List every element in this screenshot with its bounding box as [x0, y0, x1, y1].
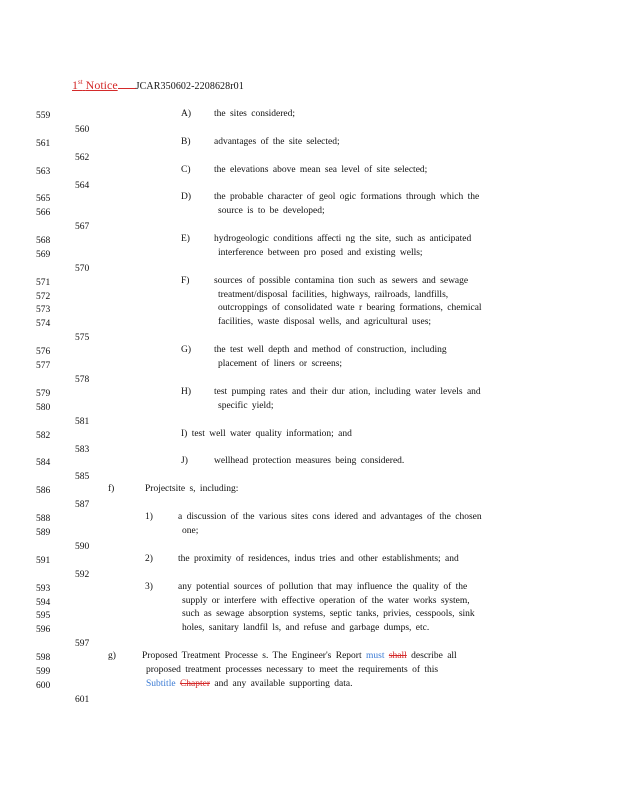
line-number: 595 [36, 611, 51, 621]
item-a-text: the sites considered; [214, 109, 296, 119]
line-number: 587 [75, 500, 90, 510]
document-code: JCAR350602-2208628r01 [135, 81, 244, 92]
line-number: 572 [36, 292, 51, 302]
section-g-line3 [146, 678, 352, 692]
section-g-line1 [142, 650, 457, 664]
item-h-line1: test pumping rates and their dur ation, including water levels and [214, 387, 481, 397]
deleted-text-chapter: Chapter [179, 679, 211, 689]
item-e-label: E) [181, 234, 190, 244]
line-number: 592 [75, 570, 90, 580]
section-f-sub1-line1: a discussion of the various sites cons idered and advantages of the chosen [178, 512, 482, 522]
line-number: 563 [36, 167, 51, 177]
line-number: 600 [36, 681, 51, 691]
inserted-text-subtitle: Subtitle [146, 679, 176, 689]
section-f-sub3-label: 3) [145, 582, 153, 592]
line-number: 579 [36, 389, 51, 399]
line-number: 585 [75, 472, 90, 482]
line-number: 582 [36, 431, 51, 441]
item-g-line1: the test well depth and method of construction, including [214, 345, 447, 355]
line-number: 591 [36, 556, 51, 566]
line-number: 570 [75, 264, 90, 274]
section-g-line3-end: and any available supporting data. [214, 679, 353, 689]
section-g-line1-text: Proposed Treatment Processe s. The Engineer's Report [142, 651, 362, 661]
section-f-sub1-label: 1) [145, 512, 153, 522]
line-number: 578 [75, 375, 90, 385]
line-number: 593 [36, 584, 51, 594]
item-f-line4: facilities, waste disposal wells, and agricultural uses; [218, 317, 432, 327]
line-number: 568 [36, 236, 51, 246]
line-number: 586 [36, 486, 51, 496]
line-number: 596 [36, 625, 51, 635]
line-number: 576 [36, 347, 51, 357]
line-number: 584 [36, 458, 51, 468]
section-f-sub3-line2: supply or interfere with effective operation of the water works system, [182, 596, 470, 606]
line-number: 569 [36, 250, 51, 260]
item-f-label: F) [181, 276, 190, 286]
line-number: 601 [75, 695, 90, 705]
item-b-text: advantages of the site selected; [214, 137, 340, 147]
line-number: 574 [36, 319, 51, 329]
item-h-line2: specific yield; [218, 401, 274, 411]
item-g-label: G) [181, 345, 192, 355]
line-number: 566 [36, 208, 51, 218]
item-a-label: A) [181, 109, 192, 119]
deleted-text-shall: shall [388, 651, 407, 661]
line-number: 577 [36, 361, 51, 371]
line-number: 560 [75, 125, 90, 135]
item-d-label: D) [181, 192, 192, 202]
line-number: 571 [36, 278, 51, 288]
line-number: 561 [36, 139, 51, 149]
line-number: 598 [36, 653, 51, 663]
line-number: 589 [36, 528, 51, 538]
item-g-line2: placement of liners or screens; [218, 359, 343, 369]
item-f-line1: sources of possible contamina tion such as sewers and sewage [214, 276, 469, 286]
item-j-label: J) [181, 456, 188, 466]
item-f-line3: outcroppings of consolidated wate r bearing formations, chemical [218, 303, 482, 313]
section-f-label: f) [108, 484, 115, 494]
section-f-sub3-line1: any potential sources of pollution that may influence the quality of the [178, 582, 468, 592]
section-f-sub1-line2: one; [182, 526, 199, 536]
section-f-title: Projectsite s, including: [145, 484, 239, 494]
line-number: 594 [36, 598, 51, 608]
line-number: 567 [75, 222, 90, 232]
section-g-line1-end: describe all [411, 651, 457, 661]
item-e-line2: interference between pro posed and existing wells; [218, 248, 423, 258]
notice-label: 1st Notice [72, 78, 118, 92]
line-number: 580 [36, 403, 51, 413]
line-number: 590 [75, 542, 90, 552]
item-d-line1: the probable character of geol ogic formations through which the [214, 192, 480, 202]
line-number: 564 [75, 181, 90, 191]
item-d-line2: source is to be developed; [218, 206, 325, 216]
line-number: 597 [75, 639, 90, 649]
item-h-label: H) [181, 387, 192, 397]
line-number: 565 [36, 194, 51, 204]
item-c-label: C) [181, 165, 191, 175]
item-j-text: wellhead protection measures being considered. [214, 456, 405, 466]
section-f-sub3-line4: holes, sanitary landfil ls, and refuse and garbage dumps, etc. [182, 623, 430, 633]
line-number: 575 [75, 333, 90, 343]
document-header [72, 78, 244, 93]
section-g-line2: proposed treatment processes necessary to meet the requirements of this [146, 665, 439, 675]
section-f-sub2-label: 2) [145, 554, 153, 564]
section-f-sub3-line3: such as sewage absorption systems, septic tanks, privies, cesspools, sink [182, 609, 475, 619]
item-f-line2: treatment/disposal facilities, highways, railroads, landfills, [218, 290, 449, 300]
line-number: 573 [36, 305, 51, 315]
item-e-line1: hydrogeologic conditions affecti ng the site, such as anticipated [214, 234, 472, 244]
line-number: 562 [75, 153, 90, 163]
item-c-text: the elevations above mean sea level of site selected; [214, 165, 428, 175]
line-number: 583 [75, 445, 90, 455]
inserted-text-must: must [365, 651, 385, 661]
line-number: 588 [36, 514, 51, 524]
line-number: 599 [36, 667, 51, 677]
item-b-label: B) [181, 137, 191, 147]
line-number: 559 [36, 111, 51, 121]
section-f-sub2-text: the proximity of residences, indus tries and other establishments; and [178, 554, 459, 564]
item-i-text: I) test well water quality information; and [181, 429, 352, 439]
line-number: 581 [75, 417, 90, 427]
section-g-label: g) [108, 651, 116, 661]
